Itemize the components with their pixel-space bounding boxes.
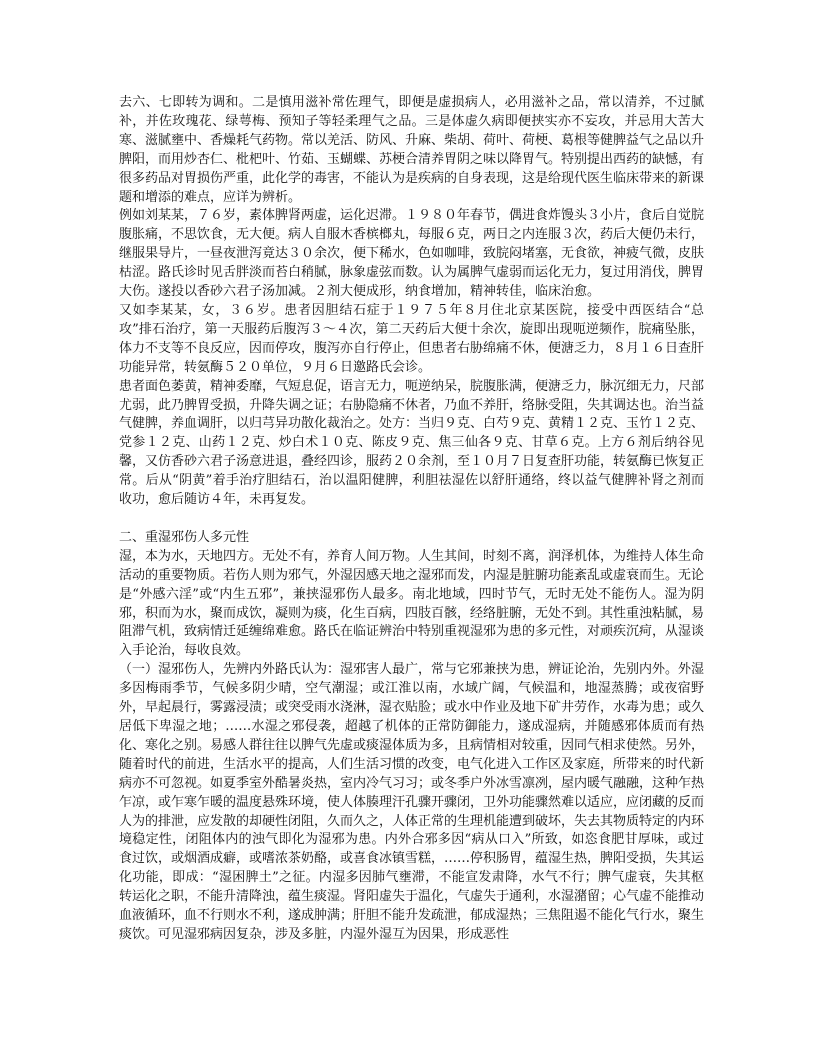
section-spacer (119, 510, 704, 529)
paragraph-case-li: 又如李某某，女，３６岁。患者因胆结石症于１９７５年８月住北京某医院，接受中西医结合“总攻”排石治疗，第一天服药后腹泻３～４次，第二天药后大便十余次，旋即出现呃逆频作，脘痛坠胀，体力不支等不良反应，因而停攻，腹泻亦自行停止，但患者右胁绵痛不休，便溏乏力，８月１６日查肝功能异常，转氨酶５２０单位，９月６日邀路氏会诊。 (119, 302, 705, 375)
paragraph-dampness-internal-external: （一）湿邪伤人，先辨内外路氏认为：湿邪害人最广，常与它邪兼挟为患，辨证论治，先别内外。外湿多因梅雨季节，气候多阴少晴，空气潮湿；或江淮以南，水域广阔，气候温和，地湿蒸腾；或夜宿野外，早起晨行，雾露浸渍；或突受雨水浇淋，湿衣贴脸；或水中作业及地下矿井劳作，水毒为患；或久居低下卑湿之地；……水湿之邪侵袭，超越了机体的正常防御能力，遂成湿病，并随感邪体质而有热化、寒化之别。易感人群往往以脾气先虚或痰湿体质为多，且病情相对较重，因同气相求使然。另外，随着时代的前进，生活水平的提高，人们生活习惯的改变，电气化进入工作区及家庭，所带来的时代新病亦不可忽视。如夏季室外酷暑炎热，室内冷气习习；或冬季户外冰雪凛冽，屋内暖气融融，这种乍热乍凉，或乍寒乍暖的温度悬殊环境，使人体腠理汗孔骤开骤闭，卫外功能骤然难以适应，应闭藏的反而人为的排泄，应发散的却硬性闭阻，久而久之，人体正常的生理机能遭到破坏，失去其物质特定的内环境稳定性，闭阻体内的浊气即化为湿邪为患。内外合邪多因“病从口入”所致，如恣食肥甘厚味，或过食过饮，或烟酒成癖，或嗜浓茶奶酪，或喜食冰镇雪糕，……停积肠胃，蕴湿生热，脾阳受损，失其运化功能，即成：“湿困脾土”之征。内湿多因肺气壅滞，不能宣发肃降，水气不行；脾气虚衰，失其枢转运化之职，不能升清降浊，蕴生痰湿。肾阳虚失于温化，气虚失于通利，水湿潴留；心气虚不能推动血液循环，血不行则水不利，遂成肿满；肝胆不能升发疏泄，郁成湿热；三焦阻遏不能化气行水，聚生痰饮。可见湿邪病因复杂，涉及多脏，内湿外湿互为因果，形成恶性 (119, 662, 705, 942)
paragraph-case-liu: 例如刘某某，７６岁，素体脾肾两虚，运化迟滞。１９８０年春节，偶进食炸馒头３小片，食后自觉脘腹胀痛，不思饮食，无大便。病人自服木香槟榔丸，每服６克，两日之内连服３次，药后大便仍未行，继服果导片，一昼夜泄泻竟达３０余次，便下稀水，色如咖啡，致脘闷堵塞，无食欲，神疲气微，皮肤枯涩。路氏诊时见舌胖淡而苔白稍腻，脉象虚弦而数。认为属脾气虚弱而运化无力，复过用消伐，脾胃大伤。遂投以香砂六君子汤加减。２剂大便成形，纳食增加，精神转佳，临床治愈。 (119, 208, 705, 300)
paragraph-case-li-treatment: 患者面色萎黄，精神委靡，气短息促，语言无力，呃逆纳呆，脘腹胀满，便溏乏力，脉沉细无力，尺部尤弱，此乃脾胃受损，升降失调之证；右胁隐痛不休者，乃血不养肝，络脉受阻，失其调达也。治当益气健脾，养血调肝，以归芎异功散化裁治之。处方：当归９克、白芍９克、黄精１２克、玉竹１２克、党参１２克、山药１２克、炒白术１０克、陈皮９克、焦三仙各９克、甘草６克。上方６剂后纳谷见馨，又仿香砂六君子汤意进退，叠经四诊，服药２０余剂，至１０月７日复查肝功能，转氨酶已恢复正常。后从“阴黄”着手治疗胆结石，治以温阳健脾，利胆祛湿佐以舒肝通络，终以益气健脾补肾之剂而收功，愈后随访４年，未再复发。 (119, 378, 705, 508)
document-page (119, 94, 704, 945)
paragraph-treatment-principles: 去六、七即转为调和。二是慎用滋补常佐理气，即便是虚损病人，必用滋补之品，常以清养，不过腻补，并佐玫瑰花、绿萼梅、预知子等轻柔理气之品。三是体虚久病即便挟实亦不妄攻，并忌用大苦大寒、滋腻壅中、香燥耗气药物。常以羌活、防风、升麻、柴胡、荷叶、荷梗、葛根等健脾益气之品以升脾阳，而用炒杏仁、枇杷叶、竹茹、玉蝴蝶、苏梗合清养胃阴之味以降胃气。特别提出西药的缺憾，有很多药品对胃损伤严重，此化学的毒害，不能认为是疾病的自身表现，这是给现代医生临床带来的新课题和增添的难点，应详为辨析。 (119, 95, 705, 205)
section-heading: 二、重湿邪伤人多元性 (119, 529, 250, 545)
paragraph-dampness-intro: 湿，本为水，天地四方。无处不有，养育人间万物。人生其间，时刻不离，润泽机体，为维持人体生命活动的重要物质。若伤人则为邪气，外湿因感天地之湿邪而发，内湿是脏腑功能紊乱或虚衰而生。无论是“外感六淫”或“内生五邪”，兼挟湿邪伤人最多。南北地域，四时节气，无时无处不能伤人。湿为阴邪，积而为水，聚而成饮，凝则为痰，化生百病，四肢百骸，经络脏腑，无处不到。其性重浊粘腻，易阻滞气机，致病情迁延缠绵难愈。路氏在临证辨治中特别重视湿邪为患的多元性，对顽疾沉疴，从湿谈入手论治，每收良效。 (119, 548, 705, 659)
